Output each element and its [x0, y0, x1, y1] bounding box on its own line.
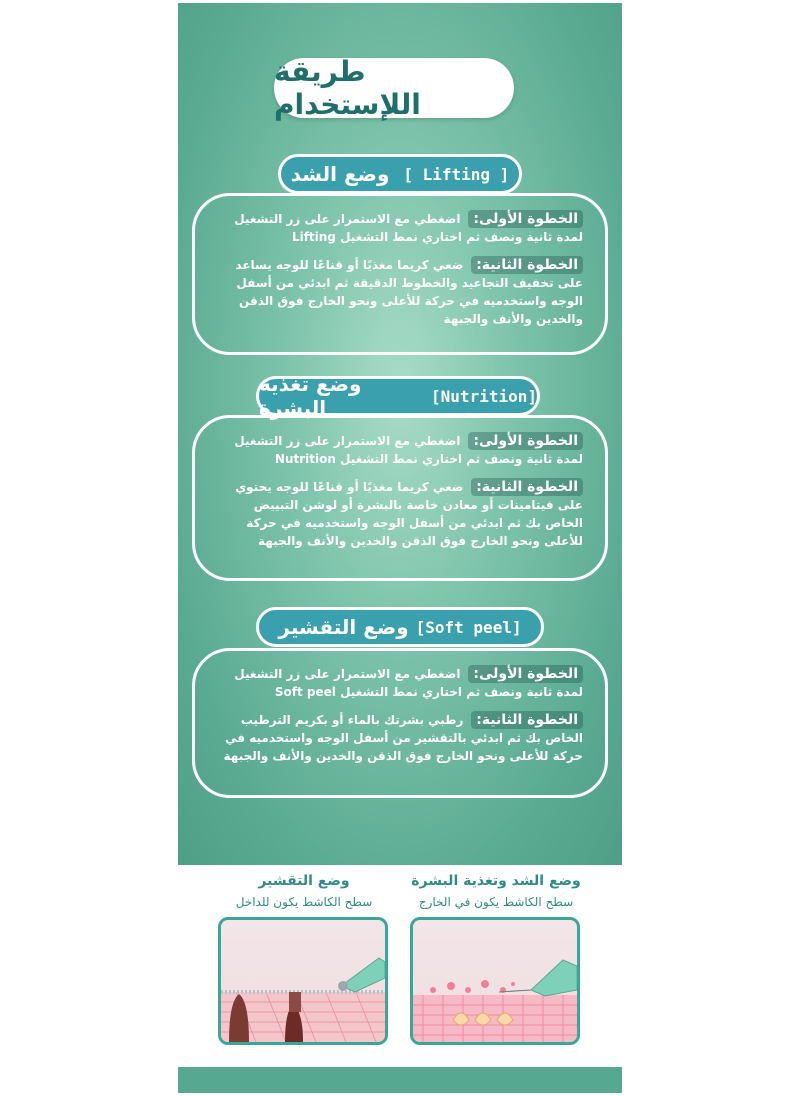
mode-nutrition-label: وضع تغذية البشرة — [259, 372, 362, 420]
step-text: اضغطي مع الاستمرار على زر التشغيل لمدة ثانية ونصف ثم اختاري نمط التشغيل Soft peel — [234, 667, 583, 699]
illustration-right-title: وضع الشد وتغذية البشرة — [411, 873, 581, 889]
step-text: ضعي كريما مغذيًا أو قناعًا للوجه يحتوي على فيتامينات أو معادن خاصة بالبشرة أو لوشن التبييض الخاص بك ثم ابدئي من أسفل الوجه واستخدميه في حركة للأعلى ونحو الخارج فوق الذقن والخدين والأنف والجبهة — [235, 480, 583, 548]
mode-nutrition-steps — [192, 415, 608, 581]
step-text: اضغطي مع الاستمرار على زر التشغيل لمدة ثانية ونصف ثم اختاري نمط التشغيل Lifting — [234, 212, 583, 244]
illustration-right-subtitle: سطح الكاشط يكون في الخارج — [418, 895, 574, 909]
step-text: ضعي كريما مغذيًا أو قناعًا للوجه يساعد على تخفيف التجاعيد والخطوط الدقيقة ثم ابدئي من أسفل الوجه واستخدميه في حركة للأعلى ونحو الخارج فوق الذقن والخدين والأنف والجبهة — [235, 258, 583, 326]
step-label: الخطوة الأولى: — [468, 665, 583, 683]
illustration-left-title: وضع التقشير — [258, 873, 350, 889]
step-label: الخطوة الثانية: — [471, 711, 583, 729]
step-text: اضغطي مع الاستمرار على زر التشغيل لمدة ثانية ونصف ثم اختاري نمط التشغيل Nutrition — [234, 434, 583, 466]
mode-softpeel-label: وضع التقشير — [278, 615, 409, 639]
step-2 — [217, 478, 583, 550]
step-label: الخطوة الثانية: — [471, 478, 583, 496]
mode-lifting-header — [278, 154, 522, 194]
illustration-left-image — [218, 917, 388, 1045]
mode-lifting-steps — [192, 193, 608, 355]
mode-nutrition-en: [Nutrition] — [431, 386, 537, 406]
step-label: الخطوة الأولى: — [468, 210, 583, 228]
instructions-panel — [178, 3, 622, 865]
page-title: طريقة اللإستخدام — [274, 58, 514, 118]
illustration-right-image — [410, 917, 580, 1045]
step-label: الخطوة الثانية: — [471, 256, 583, 274]
skin-inward-illustration — [221, 920, 385, 1042]
mode-softpeel-en: [Soft peel] — [415, 617, 522, 637]
step-2 — [217, 256, 583, 328]
illustrations-section — [178, 865, 622, 1067]
mode-lifting-en: [ Lifting ] — [403, 164, 510, 184]
mode-softpeel-steps — [192, 648, 608, 798]
skin-outward-illustration — [413, 920, 577, 1042]
step-2 — [217, 711, 583, 765]
mode-nutrition-header — [256, 372, 540, 420]
illustration-left-subtitle: سطح الكاشط يكون للداخل — [235, 895, 373, 909]
mode-lifting-label: وضع الشد — [290, 162, 390, 186]
footer-bar — [178, 1067, 622, 1093]
mode-softpeel-header — [256, 607, 544, 647]
step-label: الخطوة الأولى: — [468, 432, 583, 450]
step-1 — [217, 210, 583, 246]
step-1 — [217, 665, 583, 701]
step-1 — [217, 432, 583, 468]
step-text: رطبي بشرتك بالماء أو بكريم الترطيب الخاص بك ثم ابدئي بالتقشير من أسفل الوجه واستخدميه في حركة للأعلى ونحو الخارج فوق الذقن والخدين والأنف والجبهة — [223, 713, 583, 763]
